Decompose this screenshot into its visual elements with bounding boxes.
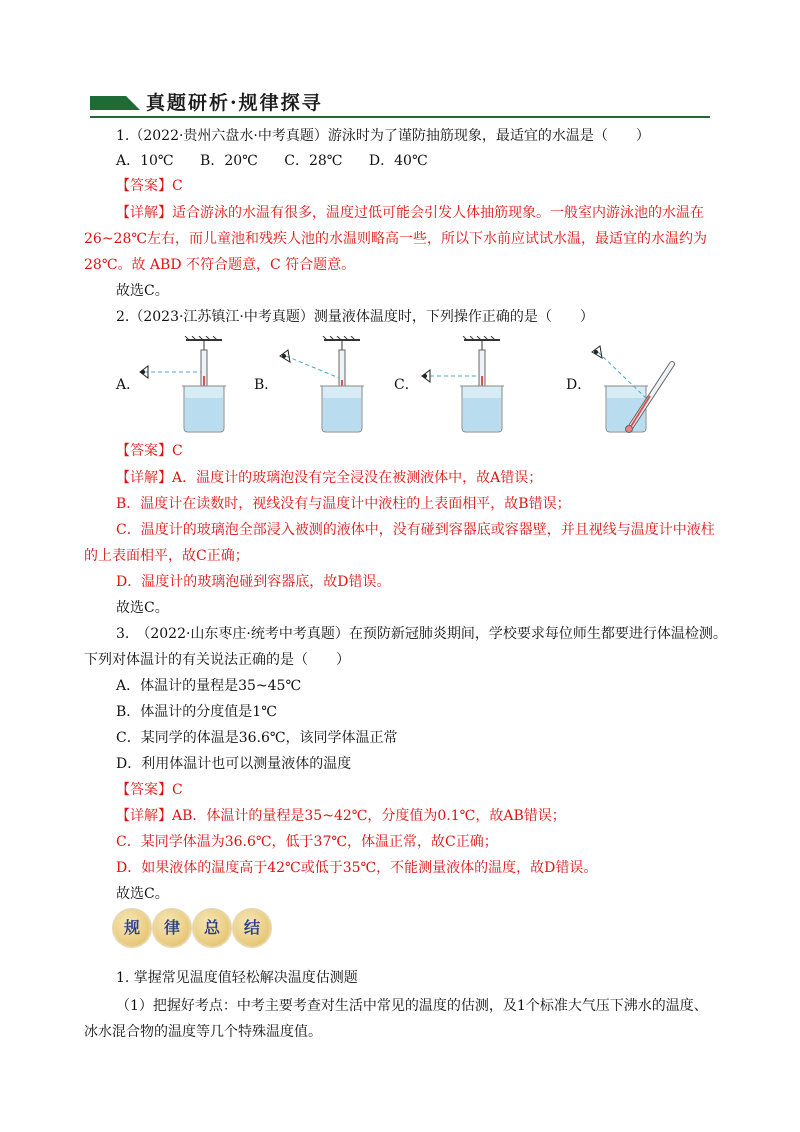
- q1-option-d: D．40℃: [368, 153, 428, 169]
- q3-stem: 3. （2022·山东枣庄·统考中考真题）在预防新冠肺炎期间，学校要求每位师生都要进行体温检测。: [116, 626, 727, 642]
- q2-detail-line: 的上表面相平，故C正确；: [84, 548, 249, 564]
- q2-detail-line: C．温度计的玻璃泡全部浸入被测的液体中，没有碰到容器底或容器壁，并且视线与温度计中液柱: [116, 522, 715, 538]
- summary-badge-char: 律: [154, 910, 190, 946]
- q1-options: [116, 150, 450, 170]
- q1-option-b: B．20℃: [200, 153, 258, 169]
- q2-answer: 【答案】C: [116, 443, 183, 459]
- q1-stem: 1.（2022·贵州六盘水·中考真题）游泳时为了谨防抽筋现象，最适宜的水温是（ ）: [116, 128, 650, 144]
- q2-stem: 2.（2023·江苏镇江·中考真题）测量液体温度时，下列操作正确的是（ ）: [116, 309, 594, 325]
- q1-detail-line: 28℃。故 ABD 不符合题意，C 符合题意。: [84, 257, 356, 273]
- section-header: [90, 88, 410, 116]
- section-divider: [90, 116, 710, 118]
- q1-detail-line: 【详解】适合游泳的水温有很多，温度过低可能会引发人体抽筋现象。一般室内游泳池的水温在: [116, 205, 704, 221]
- summary-badge-char: 结: [234, 910, 270, 946]
- q3-option-b: B．体温计的分度值是1℃: [116, 704, 277, 720]
- q2-detail-line: B．温度计在读数时，视线没有与温度计中液柱的上表面相平，故B错误；: [116, 496, 571, 512]
- section-header-bar: [90, 96, 126, 110]
- q3-option-a: A．体温计的量程是35~45℃: [116, 678, 302, 694]
- q2-figure-a: [134, 336, 274, 436]
- q3-detail-line: C．某同学体温为36.6℃，低于37℃，体温正常，故C正确；: [116, 834, 498, 850]
- q1-option-a: A．10℃: [116, 153, 174, 169]
- summary-badge-char: 规: [114, 910, 150, 946]
- q3-stem: 下列对体温计的有关说法正确的是（ ）: [84, 652, 350, 668]
- q2-detail-line: 【详解】A．温度计的玻璃泡没有完全浸没在被测液体中，故A错误；: [116, 470, 543, 486]
- section-title: 真题研析·规律探寻: [146, 92, 323, 114]
- q2-detail-line: D．温度计的玻璃泡碰到容器底，故D错误。: [116, 574, 391, 590]
- summary-line: （1）把握好考点：中考主要考查对生活中常见的温度的估测，及1个标准大气压下沸水的温度、: [116, 998, 708, 1014]
- q2-conclusion: 故选C。: [116, 600, 169, 616]
- q3-conclusion: 故选C。: [116, 886, 169, 902]
- section-header-arrow-icon: [126, 96, 140, 110]
- q2-figure-b: [272, 336, 412, 436]
- summary-badge: [114, 910, 270, 954]
- q2-option-b-label: B．: [254, 377, 279, 393]
- q3-detail-line: D．如果液体的温度高于42℃或低于35℃，不能测量液体的温度，故D错误。: [116, 860, 598, 876]
- q1-option-c: C．28℃: [284, 153, 343, 169]
- q2-option-d-label: D．: [566, 377, 592, 393]
- summary-badge-char: 总: [194, 910, 230, 946]
- q3-option-c: C．某同学的体温是36.6℃，该同学体温正常: [116, 730, 398, 746]
- q2-figure-d: [586, 336, 726, 436]
- q3-answer: 【答案】C: [116, 782, 183, 798]
- summary-line: 冰水混合物的温度等几个特殊温度值。: [84, 1024, 322, 1040]
- q3-detail-line: 【详解】AB．体温计的量程是35~42℃，分度值为0.1℃，故AB错误；: [116, 808, 566, 824]
- q1-conclusion: 故选C。: [116, 283, 169, 299]
- summary-heading: 1. 掌握常见温度值轻松解决温度估测题: [116, 970, 358, 986]
- q2-option-a-label: A．: [116, 377, 141, 393]
- q2-option-c-label: C．: [394, 377, 419, 393]
- q1-detail-line: 26~28℃左右，而儿童池和残疾人池的水温则略高一些，所以下水前应试试水温，最适宜的水温约为: [84, 231, 708, 247]
- q1-answer: 【答案】C: [116, 178, 183, 194]
- q2-figure-c: [412, 336, 552, 436]
- q3-option-d: D．利用体温计也可以测量液体的温度: [116, 756, 352, 772]
